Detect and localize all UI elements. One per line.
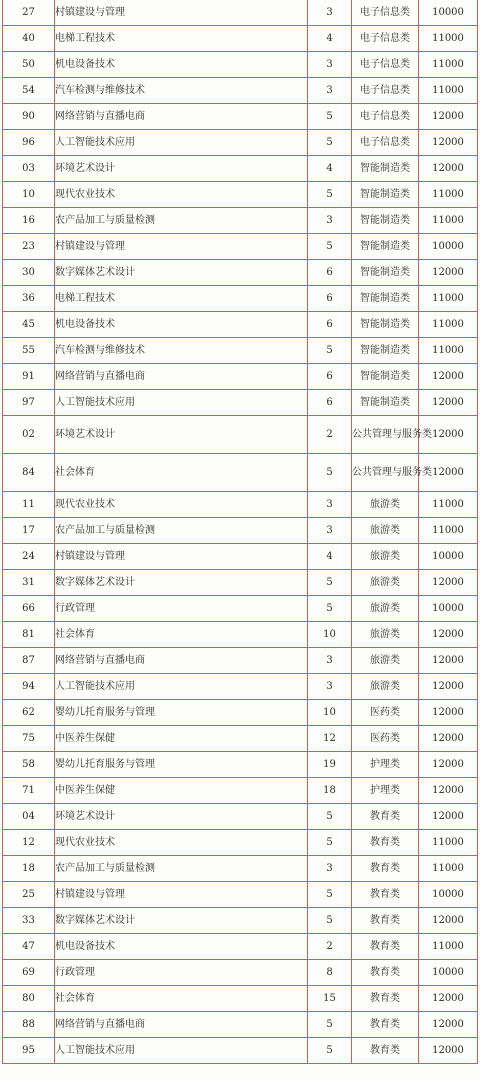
table-row (3, 934, 478, 960)
table-row (3, 454, 478, 492)
table-row (3, 1038, 478, 1064)
fee-cell: 12000 (419, 752, 478, 778)
name-cell: 社会体育 (55, 622, 308, 648)
table-row (3, 364, 478, 390)
category-cell: 智能制造类 (352, 338, 419, 364)
fee-cell: 11000 (419, 78, 478, 104)
count-cell: 5 (308, 454, 352, 492)
code-cell: 69 (3, 960, 55, 986)
count-cell: 3 (308, 856, 352, 882)
category-cell: 智能制造类 (352, 182, 419, 208)
table-row (3, 78, 478, 104)
fee-cell: 10000 (419, 960, 478, 986)
code-cell: 87 (3, 648, 55, 674)
category-cell: 旅游类 (352, 648, 419, 674)
count-cell: 5 (308, 908, 352, 934)
table-row (3, 648, 478, 674)
name-cell: 数字媒体艺术设计 (55, 908, 308, 934)
name-cell: 机电设备技术 (55, 52, 308, 78)
code-cell: 02 (3, 416, 55, 454)
table-row (3, 312, 478, 338)
category-cell: 智能制造类 (352, 390, 419, 416)
name-cell: 汽车检测与维修技术 (55, 78, 308, 104)
category-cell: 教育类 (352, 1038, 419, 1064)
category-cell: 电子信息类 (352, 0, 419, 26)
count-cell: 5 (308, 104, 352, 130)
code-cell: 27 (3, 0, 55, 26)
name-cell: 社会体育 (55, 986, 308, 1012)
name-cell: 人工智能技术应用 (55, 674, 308, 700)
name-cell: 人工智能技术应用 (55, 1038, 308, 1064)
fee-cell: 11000 (419, 518, 478, 544)
fee-cell: 12000 (419, 986, 478, 1012)
category-cell: 医药类 (352, 726, 419, 752)
code-cell: 94 (3, 674, 55, 700)
count-cell: 3 (308, 648, 352, 674)
fee-cell: 12000 (419, 130, 478, 156)
count-cell: 3 (308, 0, 352, 26)
table-row (3, 1012, 478, 1038)
fee-cell: 12000 (419, 104, 478, 130)
count-cell: 6 (308, 364, 352, 390)
table-row (3, 182, 478, 208)
category-cell: 旅游类 (352, 492, 419, 518)
fee-cell: 11000 (419, 26, 478, 52)
majors-table (2, 0, 478, 1064)
category-cell: 电子信息类 (352, 78, 419, 104)
name-cell: 环境艺术设计 (55, 804, 308, 830)
name-cell: 村镇建设与管理 (55, 882, 308, 908)
category-cell: 公共管理与服务类 (352, 454, 419, 492)
count-cell: 5 (308, 596, 352, 622)
fee-cell: 11000 (419, 52, 478, 78)
fee-cell: 10000 (419, 0, 478, 26)
code-cell: 16 (3, 208, 55, 234)
count-cell: 3 (308, 78, 352, 104)
count-cell: 3 (308, 492, 352, 518)
category-cell: 教育类 (352, 804, 419, 830)
fee-cell: 12000 (419, 674, 478, 700)
name-cell: 数字媒体艺术设计 (55, 570, 308, 596)
name-cell: 环境艺术设计 (55, 156, 308, 182)
fee-cell: 11000 (419, 182, 478, 208)
fee-cell: 12000 (419, 416, 478, 454)
name-cell: 行政管理 (55, 960, 308, 986)
fee-cell: 12000 (419, 726, 478, 752)
table-row (3, 130, 478, 156)
table-row (3, 156, 478, 182)
count-cell: 12 (308, 726, 352, 752)
name-cell: 现代农业技术 (55, 830, 308, 856)
category-cell: 教育类 (352, 856, 419, 882)
code-cell: 58 (3, 752, 55, 778)
category-cell: 电子信息类 (352, 130, 419, 156)
category-cell: 旅游类 (352, 570, 419, 596)
category-cell: 电子信息类 (352, 26, 419, 52)
fee-cell: 12000 (419, 364, 478, 390)
name-cell: 农产品加工与质量检测 (55, 208, 308, 234)
count-cell: 5 (308, 130, 352, 156)
name-cell: 现代农业技术 (55, 492, 308, 518)
code-cell: 90 (3, 104, 55, 130)
category-cell: 教育类 (352, 1012, 419, 1038)
category-cell: 教育类 (352, 908, 419, 934)
fee-cell: 12000 (419, 778, 478, 804)
fee-cell: 12000 (419, 156, 478, 182)
category-cell: 电子信息类 (352, 52, 419, 78)
name-cell: 农产品加工与质量检测 (55, 856, 308, 882)
count-cell: 3 (308, 518, 352, 544)
table-row (3, 856, 478, 882)
code-cell: 66 (3, 596, 55, 622)
code-cell: 11 (3, 492, 55, 518)
fee-cell: 10000 (419, 234, 478, 260)
table-row (3, 544, 478, 570)
category-cell: 教育类 (352, 830, 419, 856)
table-row (3, 26, 478, 52)
code-cell: 71 (3, 778, 55, 804)
category-cell: 智能制造类 (352, 286, 419, 312)
name-cell: 村镇建设与管理 (55, 234, 308, 260)
code-cell: 18 (3, 856, 55, 882)
table-row (3, 416, 478, 454)
code-cell: 25 (3, 882, 55, 908)
code-cell: 33 (3, 908, 55, 934)
code-cell: 31 (3, 570, 55, 596)
table-row (3, 700, 478, 726)
fee-cell: 12000 (419, 648, 478, 674)
code-cell: 30 (3, 260, 55, 286)
category-cell: 智能制造类 (352, 364, 419, 390)
category-cell: 智能制造类 (352, 234, 419, 260)
table-row (3, 104, 478, 130)
category-cell: 教育类 (352, 882, 419, 908)
fee-cell: 12000 (419, 570, 478, 596)
table-row (3, 830, 478, 856)
fee-cell: 12000 (419, 908, 478, 934)
count-cell: 18 (308, 778, 352, 804)
fee-cell: 11000 (419, 338, 478, 364)
code-cell: 80 (3, 986, 55, 1012)
category-cell: 旅游类 (352, 544, 419, 570)
fee-cell: 12000 (419, 454, 478, 492)
count-cell: 3 (308, 208, 352, 234)
table-row (3, 390, 478, 416)
count-cell: 3 (308, 674, 352, 700)
count-cell: 5 (308, 570, 352, 596)
category-cell: 智能制造类 (352, 260, 419, 286)
code-cell: 88 (3, 1012, 55, 1038)
count-cell: 5 (308, 804, 352, 830)
code-cell: 04 (3, 804, 55, 830)
name-cell: 中医养生保健 (55, 726, 308, 752)
code-cell: 12 (3, 830, 55, 856)
table-row (3, 492, 478, 518)
count-cell: 10 (308, 700, 352, 726)
name-cell: 婴幼儿托育服务与管理 (55, 700, 308, 726)
table-row (3, 234, 478, 260)
table-row (3, 52, 478, 78)
code-cell: 45 (3, 312, 55, 338)
name-cell: 机电设备技术 (55, 312, 308, 338)
count-cell: 6 (308, 312, 352, 338)
name-cell: 行政管理 (55, 596, 308, 622)
fee-cell: 10000 (419, 596, 478, 622)
table-row (3, 622, 478, 648)
count-cell: 5 (308, 1012, 352, 1038)
category-cell: 护理类 (352, 752, 419, 778)
fee-cell: 11000 (419, 312, 478, 338)
name-cell: 人工智能技术应用 (55, 390, 308, 416)
table-row (3, 778, 478, 804)
count-cell: 4 (308, 156, 352, 182)
fee-cell: 11000 (419, 856, 478, 882)
table-row (3, 726, 478, 752)
category-cell: 公共管理与服务类 (352, 416, 419, 454)
category-cell: 护理类 (352, 778, 419, 804)
count-cell: 8 (308, 960, 352, 986)
fee-cell: 11000 (419, 286, 478, 312)
name-cell: 网络营销与直播电商 (55, 364, 308, 390)
category-cell: 教育类 (352, 934, 419, 960)
fee-cell: 12000 (419, 622, 478, 648)
name-cell: 数字媒体艺术设计 (55, 260, 308, 286)
count-cell: 5 (308, 1038, 352, 1064)
fee-cell: 12000 (419, 260, 478, 286)
table-row (3, 882, 478, 908)
count-cell: 6 (308, 286, 352, 312)
table-row (3, 260, 478, 286)
category-cell: 旅游类 (352, 596, 419, 622)
count-cell: 5 (308, 182, 352, 208)
count-cell: 2 (308, 934, 352, 960)
category-cell: 智能制造类 (352, 312, 419, 338)
code-cell: 23 (3, 234, 55, 260)
count-cell: 4 (308, 544, 352, 570)
table-row (3, 570, 478, 596)
table-row (3, 804, 478, 830)
name-cell: 中医养生保健 (55, 778, 308, 804)
code-cell: 10 (3, 182, 55, 208)
code-cell: 47 (3, 934, 55, 960)
fee-cell: 11000 (419, 492, 478, 518)
name-cell: 网络营销与直播电商 (55, 1012, 308, 1038)
table-row (3, 208, 478, 234)
category-cell: 电子信息类 (352, 104, 419, 130)
code-cell: 36 (3, 286, 55, 312)
count-cell: 3 (308, 52, 352, 78)
code-cell: 17 (3, 518, 55, 544)
count-cell: 5 (308, 234, 352, 260)
code-cell: 96 (3, 130, 55, 156)
name-cell: 村镇建设与管理 (55, 0, 308, 26)
name-cell: 现代农业技术 (55, 182, 308, 208)
code-cell: 95 (3, 1038, 55, 1064)
count-cell: 6 (308, 390, 352, 416)
fee-cell: 11000 (419, 934, 478, 960)
fee-cell: 10000 (419, 882, 478, 908)
count-cell: 2 (308, 416, 352, 454)
name-cell: 机电设备技术 (55, 934, 308, 960)
name-cell: 婴幼儿托育服务与管理 (55, 752, 308, 778)
table-row (3, 986, 478, 1012)
category-cell: 旅游类 (352, 518, 419, 544)
table-row (3, 960, 478, 986)
category-cell: 智能制造类 (352, 208, 419, 234)
code-cell: 54 (3, 78, 55, 104)
code-cell: 81 (3, 622, 55, 648)
count-cell: 5 (308, 830, 352, 856)
table-row (3, 908, 478, 934)
category-cell: 旅游类 (352, 622, 419, 648)
code-cell: 24 (3, 544, 55, 570)
count-cell: 6 (308, 260, 352, 286)
fee-cell: 11000 (419, 208, 478, 234)
name-cell: 电梯工程技术 (55, 26, 308, 52)
code-cell: 62 (3, 700, 55, 726)
table-row (3, 286, 478, 312)
name-cell: 汽车检测与维修技术 (55, 338, 308, 364)
name-cell: 社会体育 (55, 454, 308, 492)
category-cell: 旅游类 (352, 674, 419, 700)
category-cell: 教育类 (352, 960, 419, 986)
fee-cell: 12000 (419, 390, 478, 416)
name-cell: 电梯工程技术 (55, 286, 308, 312)
code-cell: 97 (3, 390, 55, 416)
code-cell: 03 (3, 156, 55, 182)
table-row (3, 596, 478, 622)
fee-cell: 12000 (419, 1038, 478, 1064)
name-cell: 网络营销与直播电商 (55, 104, 308, 130)
code-cell: 75 (3, 726, 55, 752)
count-cell: 4 (308, 26, 352, 52)
table-row (3, 0, 478, 26)
table-body (3, 0, 478, 1064)
fee-cell: 12000 (419, 1012, 478, 1038)
name-cell: 村镇建设与管理 (55, 544, 308, 570)
table-row (3, 338, 478, 364)
code-cell: 40 (3, 26, 55, 52)
category-cell: 教育类 (352, 986, 419, 1012)
fee-cell: 12000 (419, 804, 478, 830)
count-cell: 10 (308, 622, 352, 648)
table-row (3, 674, 478, 700)
category-cell: 医药类 (352, 700, 419, 726)
count-cell: 5 (308, 882, 352, 908)
code-cell: 84 (3, 454, 55, 492)
table-row (3, 518, 478, 544)
fee-cell: 10000 (419, 544, 478, 570)
code-cell: 91 (3, 364, 55, 390)
fee-cell: 12000 (419, 700, 478, 726)
name-cell: 人工智能技术应用 (55, 130, 308, 156)
count-cell: 19 (308, 752, 352, 778)
code-cell: 50 (3, 52, 55, 78)
code-cell: 55 (3, 338, 55, 364)
count-cell: 5 (308, 338, 352, 364)
table-row (3, 752, 478, 778)
fee-cell: 11000 (419, 830, 478, 856)
category-cell: 智能制造类 (352, 156, 419, 182)
name-cell: 农产品加工与质量检测 (55, 518, 308, 544)
count-cell: 15 (308, 986, 352, 1012)
name-cell: 环境艺术设计 (55, 416, 308, 454)
name-cell: 网络营销与直播电商 (55, 648, 308, 674)
